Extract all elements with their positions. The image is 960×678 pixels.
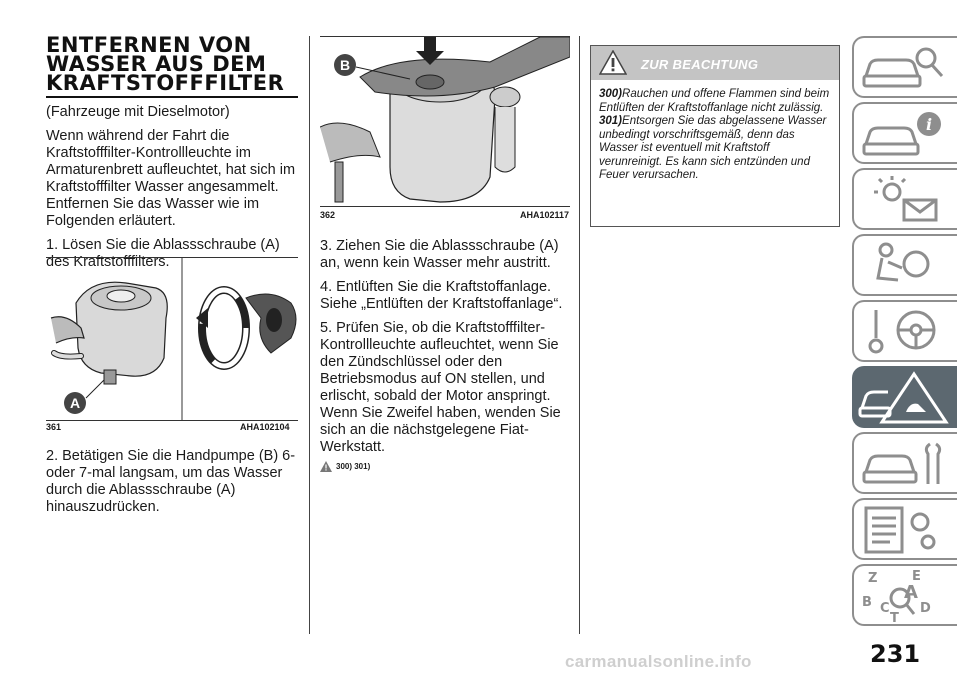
warning-note-301 bbox=[599, 115, 831, 183]
figure-362-number: 362 bbox=[320, 210, 336, 220]
watermark: carmanualsonline.info bbox=[565, 652, 752, 671]
warning-note-300 bbox=[599, 88, 831, 115]
figure-361-number: 361 bbox=[46, 422, 62, 432]
car-wrench-icon bbox=[854, 434, 954, 492]
warning-box bbox=[590, 45, 840, 227]
tab-car-search[interactable] bbox=[852, 36, 957, 98]
column-divider-left bbox=[309, 36, 310, 634]
index-letter: T bbox=[890, 611, 899, 624]
svg-text:i: i bbox=[925, 115, 933, 134]
tab-technical-data[interactable] bbox=[852, 498, 957, 560]
light-message-icon bbox=[854, 170, 954, 228]
tab-emergency[interactable] bbox=[852, 366, 957, 428]
figure-362 bbox=[320, 36, 570, 207]
figure-label-b: B bbox=[339, 57, 351, 73]
title-line-1: ENTFERNEN VON bbox=[46, 33, 252, 57]
warning-reference bbox=[320, 461, 570, 472]
step-4: 4. Entlüften Sie die Kraftstoffanlage. Siehe „Entlüften der Kraftstoffanlage“. bbox=[320, 279, 563, 312]
tab-starting-driving[interactable] bbox=[852, 300, 957, 362]
tab-lights-messages[interactable] bbox=[852, 168, 957, 230]
filter-drain-illustration bbox=[46, 258, 298, 420]
page-number: 231 bbox=[870, 640, 921, 668]
index-letter: D bbox=[920, 601, 931, 616]
warning-triangle-icon bbox=[320, 461, 332, 472]
warning-header bbox=[591, 46, 839, 80]
note-number: 300) bbox=[599, 88, 623, 100]
spec-list-gear-icon bbox=[854, 500, 954, 558]
note-text: Rauchen und offene Flammen sind beim Entlüften der Kraftstoffanlage nicht zulässig. bbox=[599, 88, 830, 114]
tab-safety[interactable] bbox=[852, 234, 957, 296]
hand-pump-illustration bbox=[320, 37, 570, 206]
car-warning-triangle-icon bbox=[854, 368, 954, 426]
figure-label-a: A bbox=[69, 395, 81, 411]
note-number: 301) bbox=[599, 115, 623, 127]
step-5: 5. Prüfen Sie, ob die Kraftstofffilter-Kontrollleuchte aufleuchtet, wenn Sie den Zündschlüssel oder den Betriebsmodus auf ON stellen, und erlischt, sobald der Motor anspringt. Wenn Sie Zweifel haben, wenden Sie sich an die nächstgelegene Fiat-Werkstatt. bbox=[320, 320, 561, 455]
column-divider-right bbox=[579, 36, 580, 634]
tab-car-info[interactable] bbox=[852, 102, 957, 164]
key-steering-wheel-icon bbox=[854, 302, 954, 360]
alphabet-index-icon bbox=[854, 566, 954, 624]
car-info-icon bbox=[854, 104, 954, 162]
step-2: 2. Betätigen Sie die Handpumpe (B) 6- oder 7-mal langsam, um das Wasser durch die Ablassschraube (A) hinauszudrücken. bbox=[46, 448, 296, 515]
note-text: Entsorgen Sie das abgelassene Wasser unbedingt vorschriftsgemäß, denn das Wasser ist eventuell mit Kraftstoff verunreinigt. Es kann sich entzünden und Feuer verursachen. bbox=[599, 115, 827, 181]
tab-maintenance[interactable] bbox=[852, 432, 957, 494]
middle-column bbox=[320, 238, 570, 472]
car-search-icon bbox=[854, 38, 954, 96]
step-1: 1. Lösen Sie die Ablassschraube (A) des Kraftstofffilters. bbox=[46, 237, 280, 270]
tab-index[interactable] bbox=[852, 564, 957, 626]
title-rule bbox=[46, 96, 298, 98]
index-letter: B bbox=[862, 595, 872, 610]
warning-title: ZUR BEACHTUNG bbox=[641, 57, 759, 72]
figure-361 bbox=[46, 257, 298, 421]
index-letter: Z bbox=[868, 571, 878, 586]
intro-paragraph: Wenn während der Fahrt die Kraftstofffilter-Kontrollleuchte im Armaturenbrett aufleuchtet, hat sich im Kraftstofffilter Wasser angesammelt. Entfernen Sie das Wasser wie im Folgenden erläutert. bbox=[46, 128, 296, 229]
warning-triangle-icon bbox=[599, 50, 627, 75]
index-letter: A bbox=[904, 582, 918, 603]
step-2-block bbox=[46, 448, 298, 523]
title-line-3: KRAFTSTOFFFILTER bbox=[46, 71, 285, 95]
left-column bbox=[46, 33, 298, 278]
seat-airbag-icon bbox=[854, 236, 954, 294]
warning-body bbox=[591, 80, 839, 193]
section-title bbox=[46, 33, 298, 95]
index-letter: C bbox=[880, 601, 890, 616]
step-3: 3. Ziehen Sie die Ablassschraube (A) an, wenn kein Wasser mehr austritt. bbox=[320, 238, 559, 271]
title-line-2: WASSER AUS DEM bbox=[46, 52, 267, 76]
index-letter: E bbox=[912, 569, 921, 584]
figure-361-code: AHA102104 bbox=[240, 422, 290, 432]
subtitle: (Fahrzeuge mit Dieselmotor) bbox=[46, 104, 230, 120]
warning-refs: 300) 301) bbox=[336, 462, 371, 471]
figure-362-code: AHA102117 bbox=[520, 210, 570, 220]
